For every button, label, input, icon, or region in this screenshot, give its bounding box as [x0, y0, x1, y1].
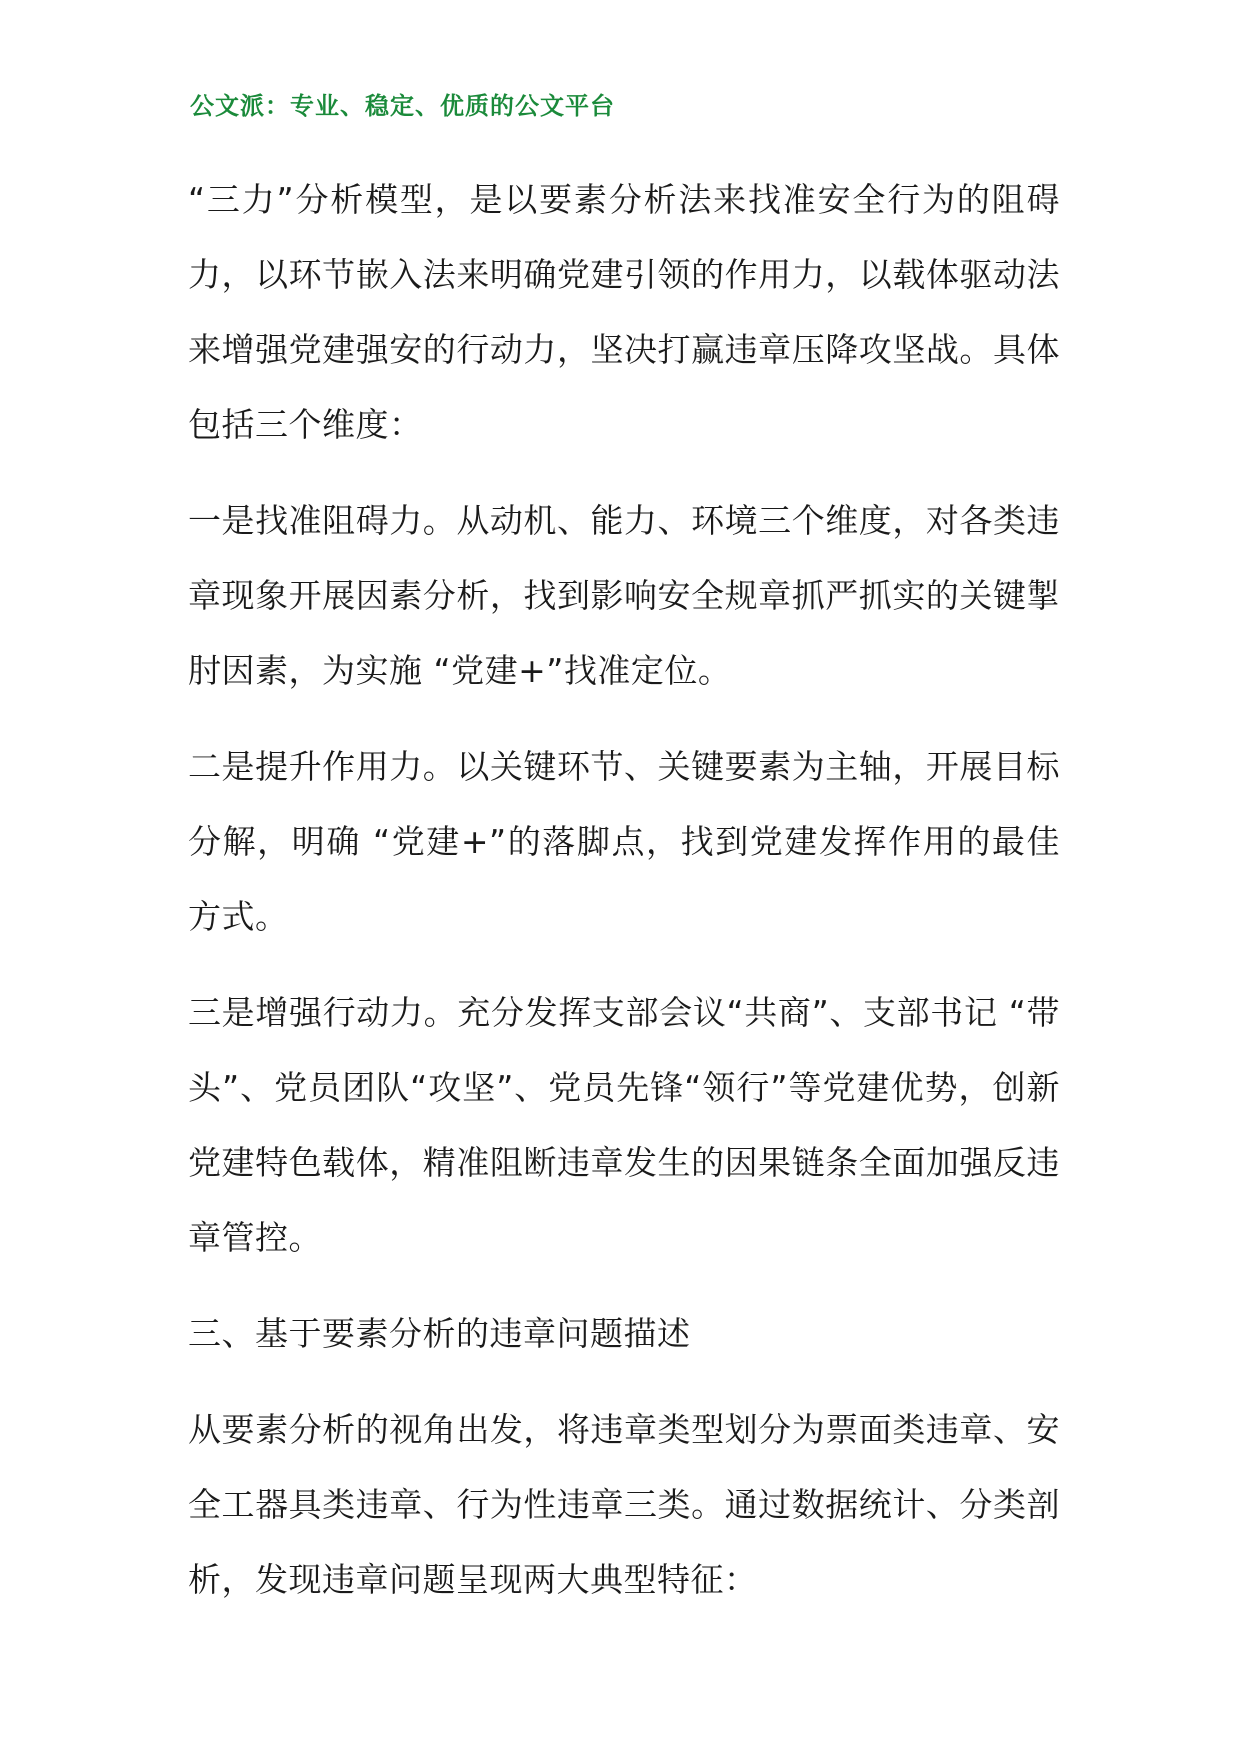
- paragraph-three-forces-model: “三力”分析模型，是以要素分析法来找准安全行为的阻碍力，以环节嵌入法来明确党建引领的作用力，以载体驱动法来增强党建强安的行动力，坚决打赢违章压降攻坚战。具体包括三个维度：: [188, 180, 1060, 444]
- paragraph-obstacle-force: 一是找准阻碍力。从动机、能力、环境三个维度，对各类违章现象开展因素分析，找到影响安全规章抓严抓实的关键掣肘因素，为实施 “党建+”找准定位。: [188, 501, 1060, 690]
- paragraph-drive-force: 三是增强行动力。充分发挥支部会议“共商”、支部书记 “带头”、党员团队“攻坚”、党员先锋“领行”等党建优势，创新党建特色载体，精准阻断违章发生的因果链条全面加强反违章管控。: [188, 993, 1060, 1257]
- paragraph-violation-analysis: 从要素分析的视角出发，将违章类型划分为票面类违章、安全工器具类违章、行为性违章三类。通过数据统计、分类剖析，发现违章问题呈现两大典型特征：: [188, 1410, 1060, 1599]
- section-heading: 三、基于要素分析的违章问题描述: [188, 1314, 691, 1353]
- paragraph-action-force: 二是提升作用力。以关键环节、关键要素为主轴，开展目标分解，明确 “党建+”的落脚点，找到党建发挥作用的最佳方式。: [188, 747, 1060, 936]
- document-body: [188, 162, 1060, 1638]
- page-header: 公文派：专业、稳定、优质的公文平台: [190, 92, 615, 120]
